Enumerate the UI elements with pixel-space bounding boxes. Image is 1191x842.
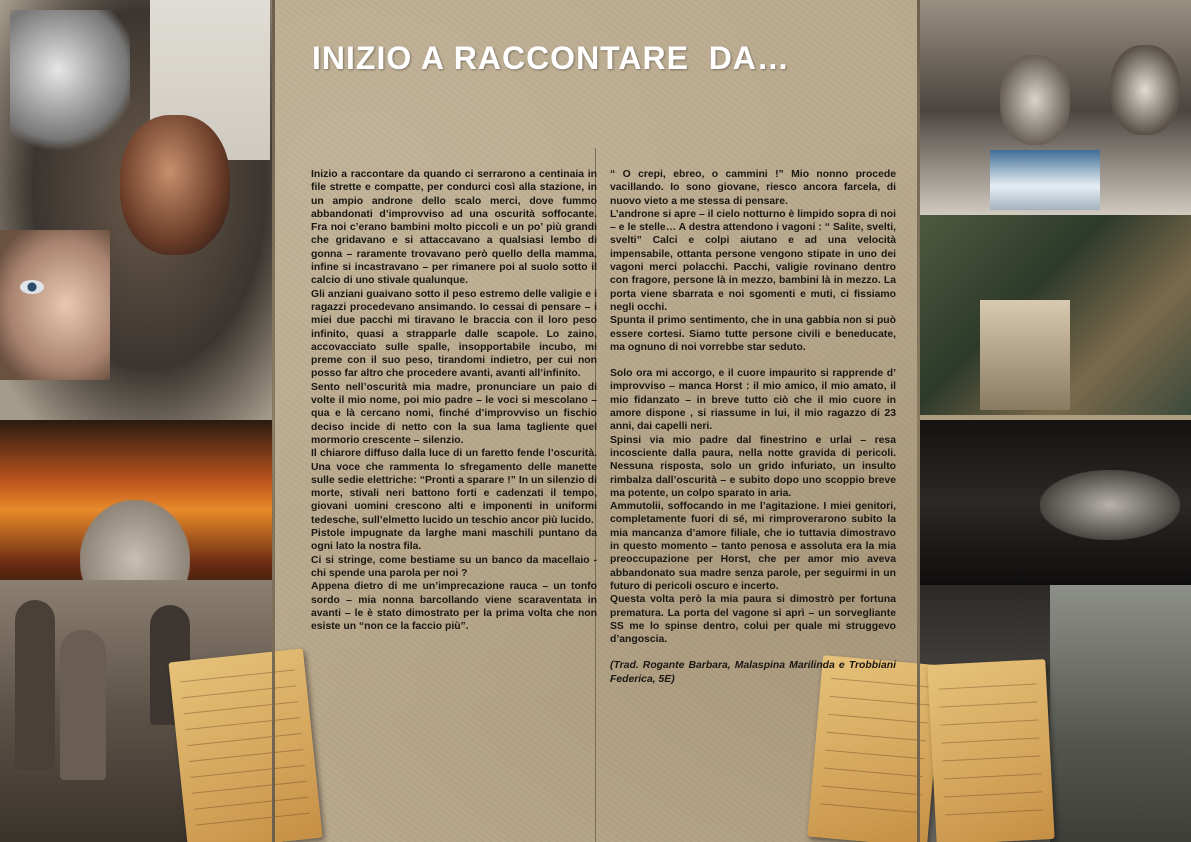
paragraph: Appena dietro di me un’imprecazione rauca – un tonfo sordo – mia nonna barcollando viene scaraventata in avanti – le è stato dimostrato per la prima volta che non esiste un “non ce la faccio più”. bbox=[311, 581, 597, 633]
page-fold-right bbox=[917, 0, 920, 842]
sepia-figure-scrap bbox=[980, 300, 1070, 410]
page-fold-left bbox=[272, 0, 275, 842]
paragraph: Pistole impugnate da larghe mani maschili puntano da ogni lato la nostra fila. bbox=[311, 528, 597, 553]
paragraph: Ammutolii, soffocando in me l’agitazione. I miei genitori, completamente fuori di sé, mi rimproverarono subito la mia mancanza d’amore filiale, che io tuttavia dimostravo in questo momento – tanto penosa e assoluta era la mia preoccupazione per Horst, che per amor mio aveva abbandonato sua madre senza parole, per seguirmi in un futuro di pericoli oscuro e incerto. bbox=[610, 501, 896, 592]
barbed-wire-image bbox=[10, 10, 130, 160]
paragraph-spacer bbox=[610, 354, 896, 367]
article-column-1 bbox=[311, 168, 597, 633]
paragraph: Inizio a raccontare da quando ci serrarono a centinaia in file strette e compatte, per condurci così alla stazione, in un ampio androne dello scalo merci, dove fummo abbandonati d’improvviso ad una oscurità soffocante. Fra noi c’erano bambini molto piccoli e un po’ più grandi che gridavano e si attaccavano a qualsiasi lembo di gonna – raramente trovavano però quello della mamma, infine si incastravano – per rimanere poi al suolo sotto il calcio di uno stivale qualunque. bbox=[311, 169, 597, 287]
paragraph: Ci si stringe, come bestiame su un banco da macellaio - chi spende una parola per noi ? bbox=[311, 554, 597, 579]
child-face-2 bbox=[1110, 45, 1180, 135]
handwritten-letter-left bbox=[168, 648, 322, 842]
figure-silhouette-2 bbox=[60, 630, 106, 780]
paragraph: Solo ora mi accorgo, e il cuore impaurito si rapprende d’ improvviso – manca Horst : il mio amico, il mio amato, il mio fidanzato – in breve tutto ciò che il mio cuore in amore dispone , si riassume in lui, il mio ragazzo di 23 anni, dai capelli neri. bbox=[610, 368, 896, 433]
paragraph: Sento nell’oscurità mia madre, pronunciare un paio di volte il mio nome, poi mio padre – le voci si mescolano – qua e là cercano nomi, finché d’improvviso un fischio deciso incide di netto con la sua lama tagliente quel mormorio crescente – silenzio. bbox=[311, 381, 597, 446]
paragraph: Spunta il primo sentimento, che in una gabbia non si può essere cortesi. Siamo tutte persone civili e beneducate, ma ognuno di noi vorrebbe star seduto. bbox=[610, 315, 896, 353]
paragraph: L’androne si apre – il cielo notturno è limpido sopra di noi – e le stelle… A destra attendono i vagoni : “ Salite, svelti, svelti” Calci e colpi aiutano e ad una velocità impensabile, ottanta persone vengono stipate in uno dei vagoni merci polacchi. Pacchi, valigie rovinano dentro con fragore, persone là in mezzo, bambini là in mezzo. La porta viene sbarrata e noi sgomenti e muti, ci fissiamo negli occhi. bbox=[610, 208, 896, 313]
child-eye bbox=[20, 280, 44, 294]
child-face-photo bbox=[0, 230, 110, 380]
paragraph: Questa volta però la mia paura si dimostrò per fortuna prematura. La porta del vagone si aprì – un sorvegliante SS me lo spinse dentro, colui per quale mi struggevo d’angoscia. bbox=[610, 594, 896, 646]
article-title: INIZIO A RACCONTARE DA… bbox=[312, 40, 790, 76]
translation-credits: (Trad. Rogante Barbara, Malaspina Marilinda e Trobbiani Federica, 5E) bbox=[610, 660, 896, 685]
paragraph: “ O crepi, ebreo, o cammini !” Mio nonno procede vacillando. Io sono giovane, riesco ancora farcela, di nuovo vieto a me stessa di pensare. bbox=[610, 169, 896, 207]
child-face-1 bbox=[1000, 55, 1070, 145]
handwritten-letter-right bbox=[927, 659, 1054, 842]
paragraph: Spinsi via mio padre dal finestrino e urlai – resa incosciente dalla paura, nella notte gravida di pericoli. Nessuna risposta, solo un grido infuriato, un insulto rimbalza dall’oscurità – e subito dopo uno scoppio breve ma potente, un colpo sparato in aria. bbox=[610, 434, 896, 499]
paragraph: Il chiarore diffuso dalla luce di un faretto fende l’oscurità. Una voce che rammenta lo sfregamento delle manette sulle sedie elettriche: “Pronti a sparare !” In un silenzio di morte, stivali neri battono forti e cadenzati il tempo, giovani uomini crescono alti e imponenti in uniformi tedesche, sull’elmetto lucido un teschio ancor più lucido. bbox=[311, 448, 597, 526]
figure-silhouette-1 bbox=[15, 600, 55, 770]
landscape-scrap bbox=[990, 150, 1100, 210]
article-column-2 bbox=[610, 168, 896, 686]
hands-detail bbox=[1040, 470, 1180, 540]
mother-figure bbox=[120, 115, 230, 255]
forest-photo bbox=[1040, 585, 1191, 842]
paragraph: Gli anziani guaivano sotto il peso estremo delle valigie e i ragazzi procedevano ansimando. Io cessai di pensare – i miei due pacchi mi tiravano le braccia con il loro peso infinito, quasi a strapparle dalle scapole. Lo zaino, accovacciato sulle spalle, insopportabile incubo, mi preme con il suo peso, tirandomi indietro, per cui non posso far altro che procedere avanti, avanti all’infinito. bbox=[311, 288, 597, 380]
